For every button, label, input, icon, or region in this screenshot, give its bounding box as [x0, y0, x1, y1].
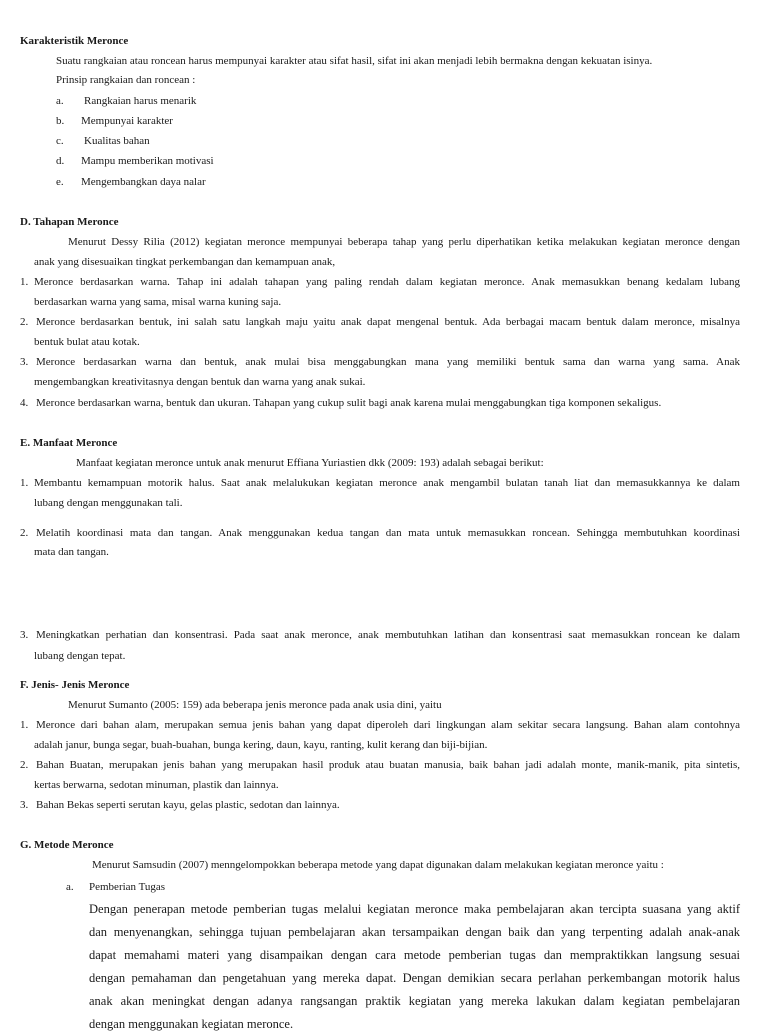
paragraph-line: dengan menggunakan kegiatan meronce.	[89, 1017, 294, 1031]
list-number: 3.	[20, 356, 29, 368]
list-number: 3.	[20, 799, 29, 811]
list-number: 2.	[20, 527, 29, 539]
section-heading-tahapan: D. Tahapan Meronce	[20, 216, 119, 228]
list-item: Kualitas bahan	[84, 135, 150, 147]
tahapan-intro-cont: anak yang disesuaikan tingkat perkembangan dan kemampuan anak,	[34, 256, 336, 268]
section-heading-jenis: F. Jenis- Jenis Meronce	[20, 679, 130, 691]
list-number: 2.	[20, 759, 29, 771]
list-item-cont: mata dan tangan.	[34, 546, 109, 558]
list-item: Mempunyai karakter	[81, 115, 173, 127]
list-item: Meronce dari bahan alam, merupakan semua jenis bahan yang dapat diperoleh dari lingkungan alam sekitar secara langsung. Bahan alam contohnya	[36, 719, 740, 731]
list-marker: e.	[56, 176, 64, 188]
list-item: Meronce berdasarkan bentuk, ini salah satu langkah maju yaitu anak dapat mengenal bentuk. Ada berbagai macam bentuk dalam meronce, misalnya	[36, 316, 740, 328]
list-item: Bahan Buatan, merupakan jenis bahan yang merupakan hasil produk atau buatan manusia, baik bahan jadi adalah monte, manik-manik, pita sintetis,	[36, 759, 740, 771]
karakteristik-intro: Suatu rangkaian atau roncean harus mempunyai karakter atau sifat hasil, sifat ini akan menjadi lebih bermakna dengan kekuatan isinya.	[56, 55, 653, 67]
list-item: Bahan Bekas seperti serutan kayu, gelas plastic, sedotan dan lainnya.	[36, 799, 340, 811]
paragraph-line: anak akan meningkat dengan adanya rangsangan praktik kegiatan yang mereka lakukan dalam kegiatan pembelajaran	[89, 994, 740, 1008]
section-heading-karakteristik: Karakteristik Meronce	[20, 35, 129, 47]
section-heading-metode: G. Metode Meronce	[20, 839, 114, 851]
sub-marker: a.	[66, 881, 74, 893]
list-marker: d.	[56, 155, 65, 167]
list-item-cont: bentuk bulat atau kotak.	[34, 336, 140, 348]
list-marker: c.	[56, 135, 64, 147]
list-item-cont: adalah janur, bunga segar, buah-buahan, bunga kering, daun, kayu, ranting, kulit kerang dan biji-bijian.	[34, 739, 488, 751]
list-marker: b.	[56, 115, 65, 127]
paragraph-line: dengan pemahaman dan pengetahuan yang mereka dapat. Dengan demikian secara perlahan perkembangan motorik halus	[89, 971, 740, 985]
list-item-cont: lubang dengan tepat.	[34, 650, 126, 662]
list-item: Meronce berdasarkan warna, bentuk dan ukuran. Tahapan yang cukup sulit bagi anak karena mulai menggabungkan tiga komponen sekaligus.	[36, 397, 662, 409]
list-number: 2.	[20, 316, 29, 328]
jenis-intro: Menurut Sumanto (2005: 159) ada beberapa jenis meronce pada anak usia dini, yaitu	[68, 699, 442, 711]
list-item: Mengembangkan daya nalar	[81, 176, 206, 188]
list-item: Mampu memberikan motivasi	[81, 155, 214, 167]
paragraph-line: dapat memahami materi yang disampaikan dengan cara metode pemberian tugas dan mempraktikkan langsung sesuai	[89, 948, 740, 962]
list-item-cont: berdasarkan warna yang sama, misal warna kuning saja.	[34, 296, 282, 308]
tahapan-intro: Menurut Dessy Rilia (2012) kegiatan meronce mempunyai beberapa tahap yang perlu diperhatikan ketika melakukan kegiatan meronce dengan	[68, 236, 740, 248]
section-heading-manfaat: E. Manfaat Meronce	[20, 437, 118, 449]
list-number: 1.	[20, 477, 29, 489]
list-item-cont: mengembangkan kreativitasnya dengan bentuk dan warna yang anak sukai.	[34, 376, 366, 388]
manfaat-intro: Manfaat kegiatan meronce untuk anak menurut Effiana Yuriastien dkk (2009: 193) adalah sebagai berikut:	[76, 457, 544, 469]
paragraph-line: Dengan penerapan metode pemberian tugas melalui kegiatan meronce maka pembelajaran akan tercipta suasana yang aktif	[89, 902, 740, 916]
list-number: 1.	[20, 719, 29, 731]
list-number: 4.	[20, 397, 29, 409]
list-item: Meronce berdasarkan warna dan bentuk, anak mulai bisa menggabungkan mana yang memiliki bentuk sama dan warna yang sama. Anak	[36, 356, 740, 368]
list-item-cont: lubang dengan menggunakan tali.	[34, 497, 183, 509]
prinsip-label: Prinsip rangkaian dan roncean :	[56, 74, 196, 86]
list-item: Meronce berdasarkan warna. Tahap ini adalah tahapan yang paling rendah dalam kegiatan meronce. Anak memasukkan benang kedalam lubang	[34, 276, 740, 288]
list-item: Melatih koordinasi mata dan tangan. Anak menggunakan kedua tangan dan mata untuk memasukkan roncean. Sehingga membutuhkan koordinasi	[36, 527, 740, 539]
list-item: Membantu kemampuan motorik halus. Saat anak melalukukan kegiatan meronce anak mengambil bulatan tanah liat dan memasukkannya ke dalam	[34, 477, 740, 489]
list-marker: a.	[56, 95, 64, 107]
list-item: Meningkatkan perhatian dan konsentrasi. Pada saat anak meronce, anak membutuhkan latihan dan konsentrasi saat memasukkan roncean ke dalam	[36, 629, 740, 641]
list-item: Rangkaian harus menarik	[84, 95, 197, 107]
paragraph-line: dan menyenangkan, sehingga tujuan pembelajaran akan tersampaikan dengan baik dan yang terpenting adalah anak-anak	[89, 925, 740, 939]
list-number: 1.	[20, 276, 29, 288]
list-item-cont: kertas berwarna, sedotan minuman, plastik dan lainnya.	[34, 779, 279, 791]
sub-heading: Pemberian Tugas	[89, 881, 166, 893]
list-number: 3.	[20, 629, 29, 641]
metode-intro: Menurut Samsudin (2007) menngelompokkan beberapa metode yang dapat digunakan dalam melakukan kegiatan meronce yaitu :	[92, 859, 664, 871]
